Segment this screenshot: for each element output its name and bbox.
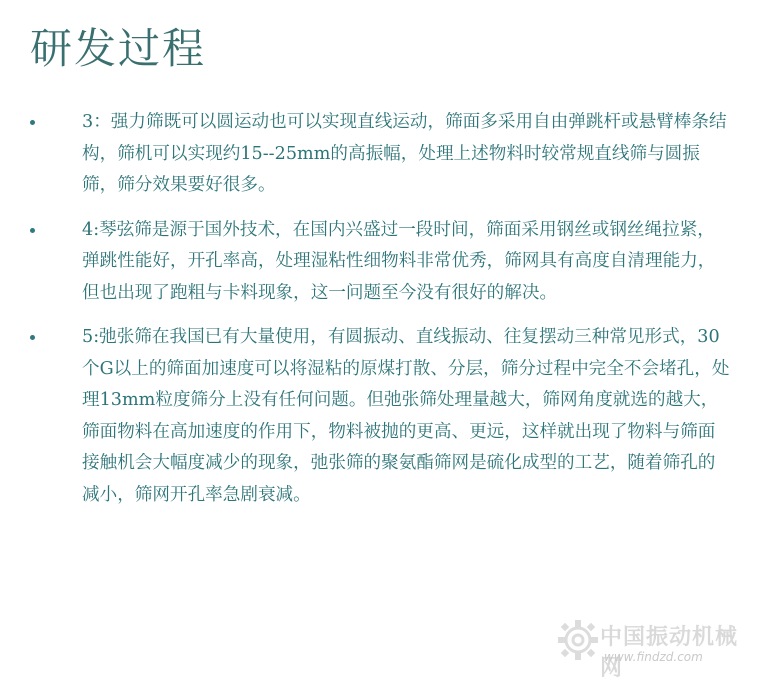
- bullet-text: 3：强力筛既可以圆运动也可以实现直线运动，筛面多采用自由弹跳杆或悬臂棒条结构，筛机可以实现约15--25mm的高振幅，处理上述物料时较常规直线筛与圆振筛，筛分效果要好很多。: [82, 112, 727, 195]
- watermark-name: 中国振动机械网: [600, 625, 739, 681]
- bullet-item: [30, 215, 730, 310]
- bullet-dot-icon: [30, 228, 35, 233]
- gear-icon: [556, 616, 600, 666]
- watermark-url: www.findzd.com: [604, 650, 703, 664]
- bullet-dot-icon: [30, 120, 35, 125]
- slide-title: 研发过程: [30, 24, 207, 73]
- bullet-list: [30, 107, 730, 524]
- bullet-item: [30, 322, 730, 511]
- bullet-text: 5:弛张筛在我国已有大量使用，有圆振动、直线振动、往复摆动三种常见形式，30个G以上的筛面加速度可以将湿粘的原煤打散、分层，筛分过程中完全不会堵孔，处理13mm粒度筛分上没有任何问题。但弛张筛处理量越大，筛网角度就选的越大，筛面物料在高加速度的作用下，物料被抛的更高、更远，这样就出现了物料与筛面接触机会大幅度减少的现象，弛张筛的聚氨酯筛网是硫化成型的工艺，随着筛孔的减小，筛网开孔率急剧衰减。: [82, 327, 730, 505]
- bullet-text: 4:琴弦筛是源于国外技术，在国内兴盛过一段时间，筛面采用钢丝或钢丝绳拉紧，弹跳性能好，开孔率高，处理湿粘性细物料非常优秀，筛网具有高度自清理能力，但也出现了跑粗与卡料现象，这一问题至今没有很好的解决。: [82, 219, 716, 303]
- bullet-item: [30, 107, 730, 202]
- bullet-dot-icon: [30, 335, 35, 340]
- watermark-logo: [556, 616, 756, 681]
